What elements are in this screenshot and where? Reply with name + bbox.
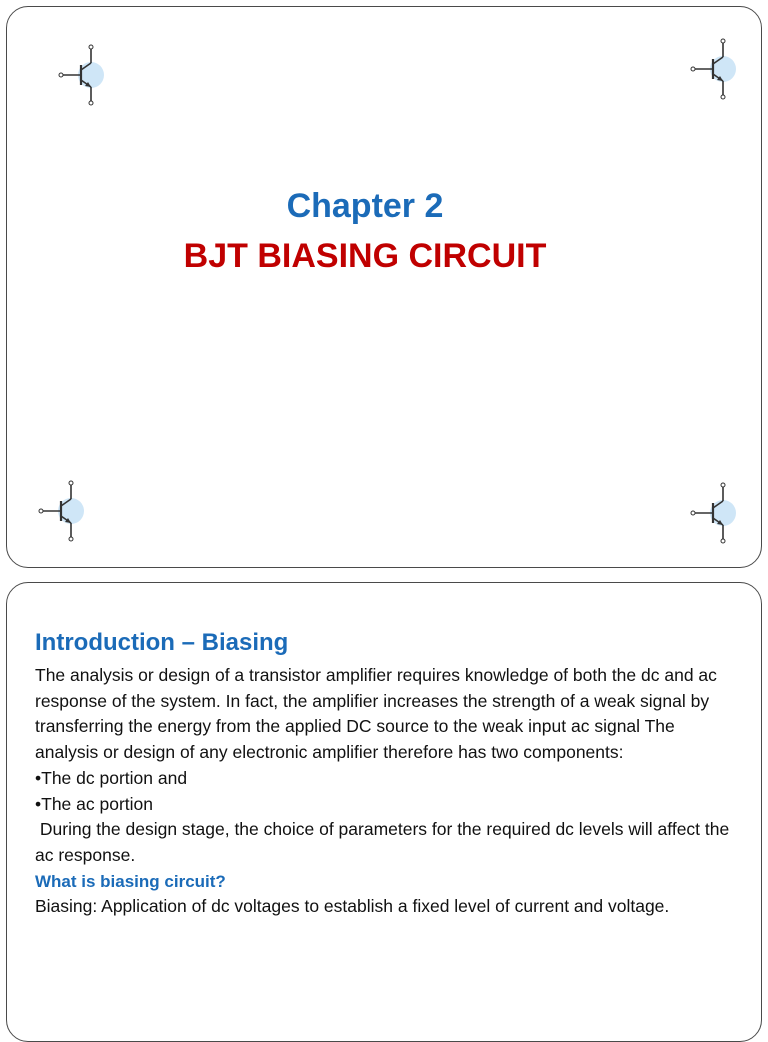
transistor-icon (37, 479, 89, 543)
bullet-dc-portion: •The dc portion and (35, 767, 188, 788)
question-heading: What is biasing circuit? (35, 871, 226, 891)
biasing-definition: Biasing: Application of dc voltages to establish a fixed level of current and voltage. (35, 896, 670, 917)
slide-title: BJT BIASING CIRCUIT (183, 237, 547, 275)
title-slide (6, 6, 762, 568)
transistor-icon (57, 43, 109, 107)
intro-slide (6, 582, 762, 1042)
transistor-icon (689, 37, 741, 101)
transistor-icon (689, 481, 741, 545)
intro-paragraph: The analysis or design of a transistor amplifier requires knowledge of both the dc and ac response of the system. In fact, the amplifier increases the strength of a weak signal by transferring the energy from the applied DC source to the weak input ac signal The analysis or design of any electronic amplifier therefore has two components: (35, 665, 717, 763)
slide-body (35, 663, 740, 920)
design-stage-paragraph: During the design stage, the choice of parameters for the required dc levels will affect the ac response. (35, 819, 735, 865)
bullet-ac-portion: •The ac portion (35, 793, 153, 814)
chapter-title: Chapter 2 (286, 187, 444, 225)
section-heading: Introduction – Biasing (35, 629, 289, 656)
